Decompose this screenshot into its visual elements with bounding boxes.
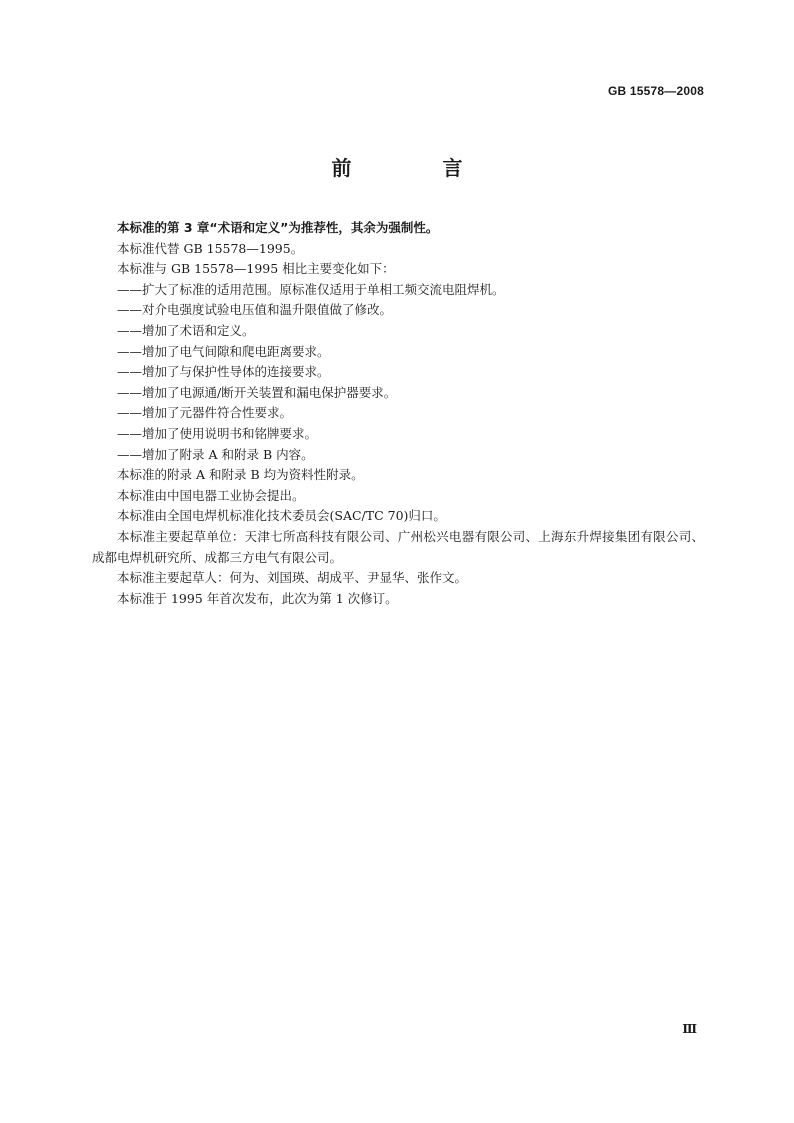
paragraph-centralized-by: 本标准由全国电焊机标准化技术委员会(SAC/TC 70)归口。 bbox=[117, 508, 446, 524]
change-item: ——对介电强度试验电压值和温升限值做了修改。 bbox=[117, 302, 393, 318]
change-item: ——增加了与保护性导体的连接要求。 bbox=[117, 364, 330, 380]
paragraph-appendices: 本标准的附录 A 和附录 B 均为资料性附录。 bbox=[117, 467, 364, 483]
paragraph-normative-scope: 本标准的第 3 章“术语和定义”为推荐性，其余为强制性。 bbox=[117, 220, 439, 235]
change-item: ——增加了电气间隙和爬电距离要求。 bbox=[117, 343, 330, 359]
paragraph-drafters: 本标准主要起草人：何为、刘国瑛、胡成平、尹显华、张作文。 bbox=[117, 570, 468, 586]
paragraph-proposed-by: 本标准由中国电器工业协会提出。 bbox=[117, 487, 305, 503]
foreword-body bbox=[92, 218, 704, 609]
change-item: ——增加了术语和定义。 bbox=[117, 322, 255, 338]
paragraph-drafting-units: 本标准主要起草单位：天津七所高科技有限公司、广州松兴电器有限公司、上海东升焊接集团有限公司、成都电焊机研究所、成都三方电气有限公司。 bbox=[92, 528, 704, 565]
page-number: Ⅲ bbox=[682, 1022, 697, 1036]
paragraph-history: 本标准于 1995 年首次发布，此次为第 1 次修订。 bbox=[117, 590, 398, 606]
change-item: ——扩大了标准的适用范围。原标准仅适用于单相工频交流电阻焊机。 bbox=[117, 281, 505, 297]
paragraph-replaces: 本标准代替 GB 15578—1995。 bbox=[117, 240, 304, 256]
page-title: 前 言 bbox=[331, 156, 505, 180]
change-item: ——增加了电源通/断开关装置和漏电保护器要求。 bbox=[117, 384, 397, 400]
change-item: ——增加了使用说明书和铭牌要求。 bbox=[117, 425, 318, 441]
change-item: ——增加了附录 A 和附录 B 内容。 bbox=[117, 446, 314, 462]
change-item: ——增加了元器件符合性要求。 bbox=[117, 405, 293, 421]
standard-code: GB 15578—2008 bbox=[608, 84, 704, 98]
paragraph-changes-intro: 本标准与 GB 15578—1995 相比主要变化如下： bbox=[117, 261, 395, 277]
